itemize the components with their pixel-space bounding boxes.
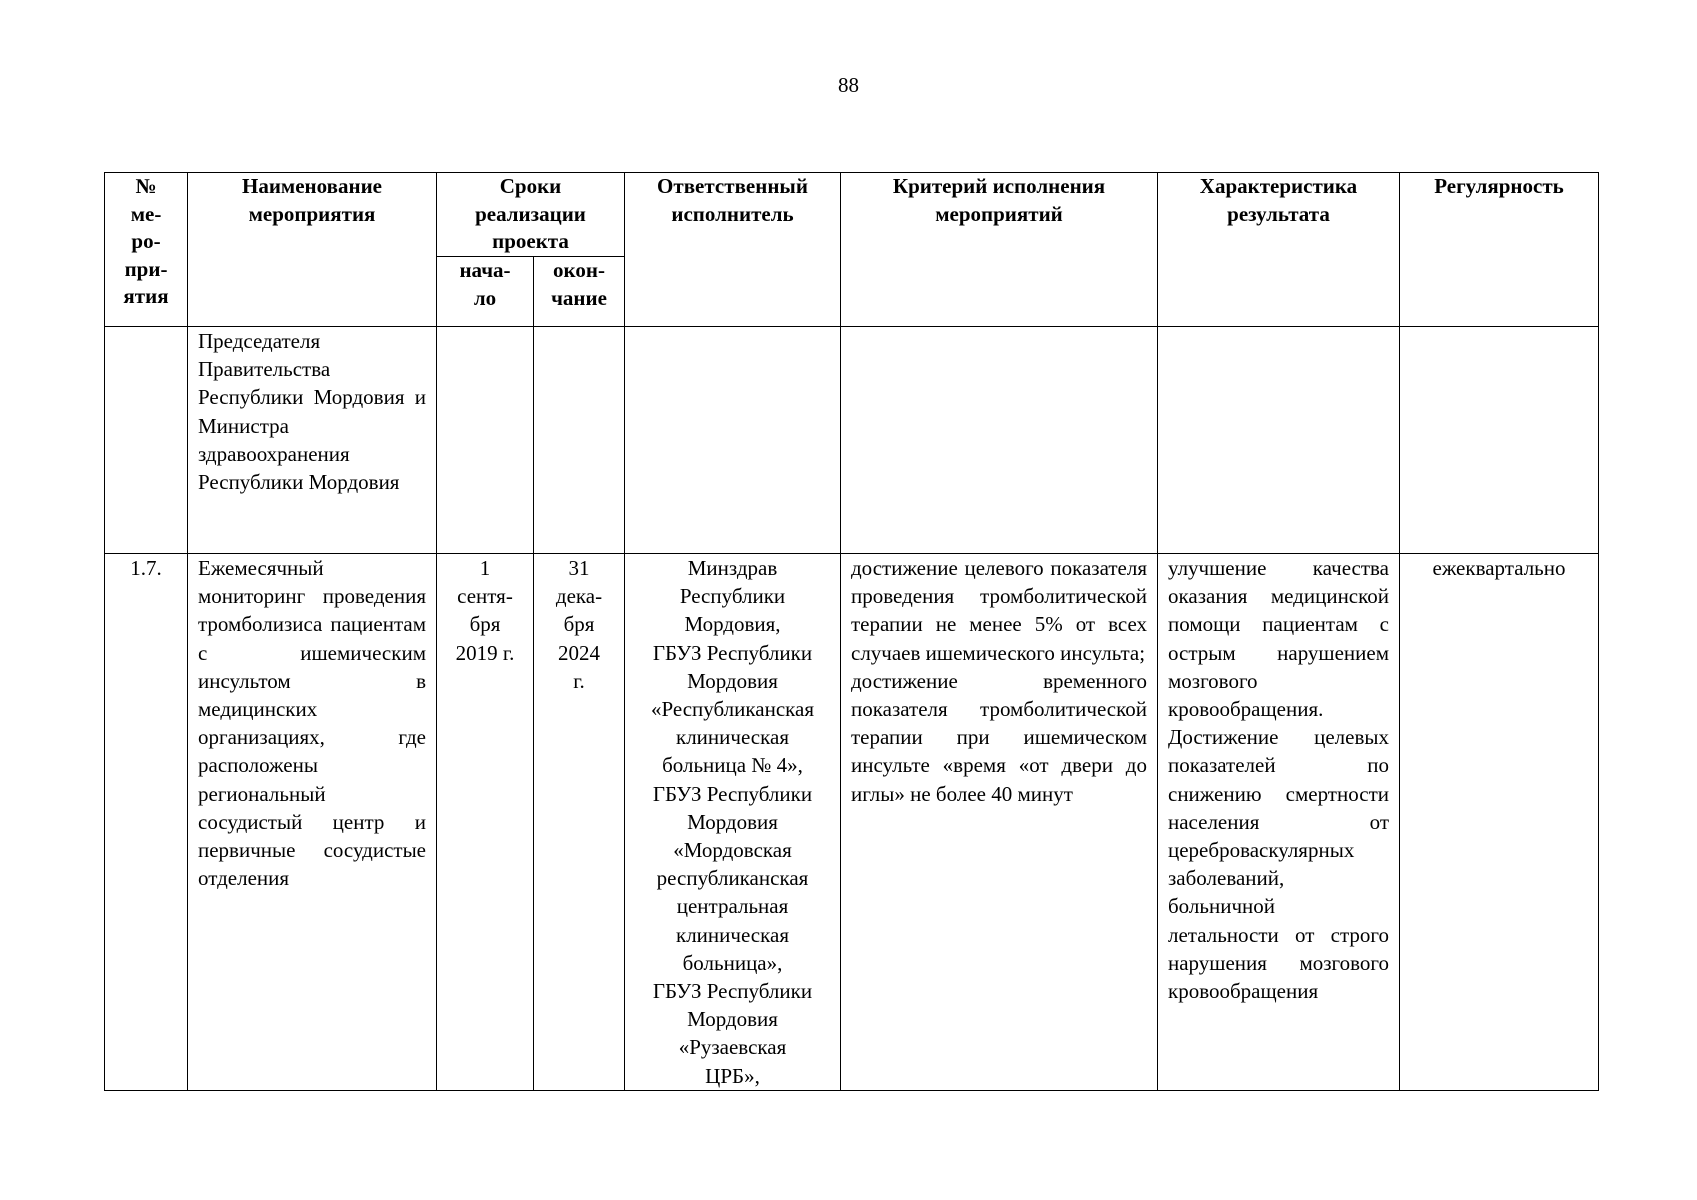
table-header [105, 173, 1599, 327]
cell-end: 31 дека- бря 2024 г. [534, 554, 625, 1091]
header-number: № ме- ро- при- ятия [105, 173, 188, 327]
header-result-description: Характеристика результата [1158, 173, 1400, 327]
cell-result [1158, 554, 1400, 1091]
result-quality-improvement: улучшение качества оказания медицинской помощи пациентам с острым нарушением мозгового кровообращения. [1168, 556, 1389, 722]
result-mortality-reduction: Достижение целевых показателей по снижению смертности населения от цереброваскулярных заболеваний, больничной летальности от строго нарушения мозгового кровообращения [1168, 725, 1389, 1004]
cell-end [534, 327, 625, 554]
header-implementation-terms: Сроки реализации проекта [437, 173, 625, 257]
cell-start: 1 сентя- бря 2019 г. [437, 554, 534, 1091]
cell-number [105, 327, 188, 554]
header-start: нача- ло [437, 257, 534, 327]
header-end: окон- чание [534, 257, 625, 327]
header-regularity: Регулярность [1400, 173, 1599, 327]
cell-activity-name: Ежемесячный мониторинг проведения тромболизиса пациентам с ишемическим инсультом в медицинских организациях, где расположены региональный сосудистый центр и первичные сосудистые отделения [188, 554, 437, 1091]
page-number: 88 [838, 73, 859, 97]
table-row [105, 327, 1599, 554]
cell-criterion [841, 554, 1158, 1091]
cell-regularity [1400, 327, 1599, 554]
table-row [105, 554, 1599, 1091]
criterion-target-share: достижение целевого показателя проведения тромболитической терапии не менее 5% от всех случаев ишемического инсульта; [851, 556, 1147, 665]
header-responsible-executor: Ответственный исполнитель [625, 173, 841, 327]
header-row [105, 173, 1599, 257]
header-activity-name: Наименование мероприятия [188, 173, 437, 327]
cell-start [437, 327, 534, 554]
cell-number: 1.7. [105, 554, 188, 1091]
cell-regularity: ежеквартально [1400, 554, 1599, 1091]
criterion-door-to-needle-time: достижение временного показателя тромболитической терапии при ишемическом инсульте «время «от двери до иглы» не более 40 минут [851, 668, 1147, 806]
cell-executor [625, 327, 841, 554]
cell-criterion [841, 327, 1158, 554]
header-completion-criterion: Критерий исполнения мероприятий [841, 173, 1158, 327]
cell-activity-name: Председателя Правительства Республики Мордовия и Министра здравоохранения Республики Мордовия [188, 327, 437, 554]
cell-executor: Минздрав Республики Мордовия, ГБУЗ Республики Мордовия «Республиканская клиническая больница № 4», ГБУЗ Республики Мордовия «Мордовская республиканская центральная клиническая больница», ГБУЗ Республики Мордовия «Рузаевская ЦРБ», [625, 554, 841, 1091]
cell-result [1158, 327, 1400, 554]
activities-table [104, 172, 1599, 1091]
